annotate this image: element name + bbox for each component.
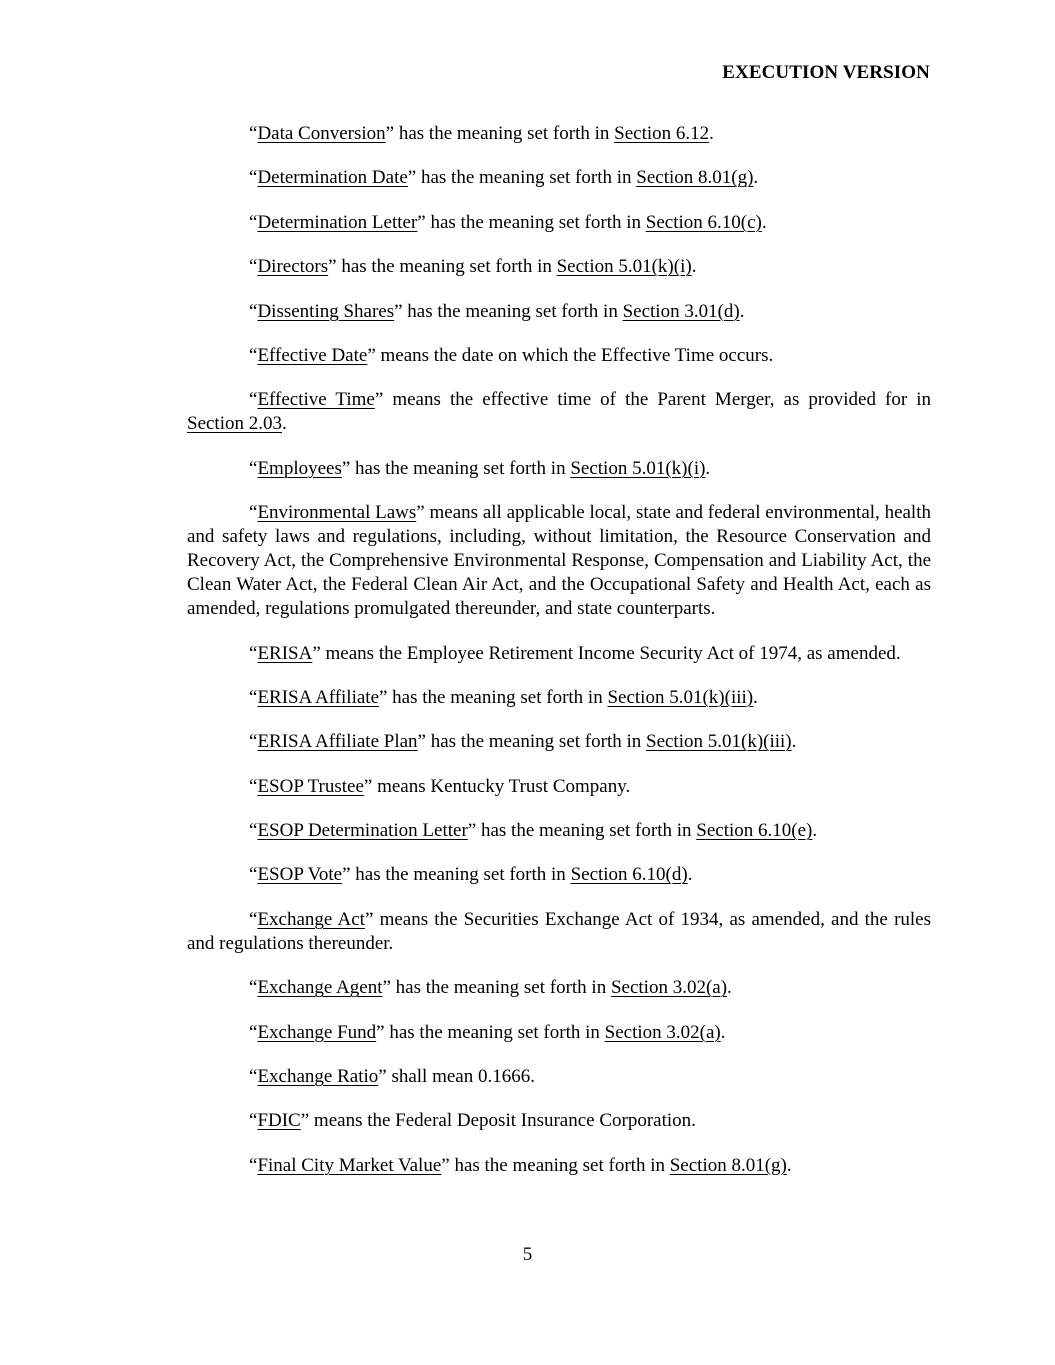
- definition-text: “: [249, 686, 258, 708]
- defined-term: ESOP Determination Letter: [257, 820, 468, 842]
- section-reference: Section 3.02(a): [610, 977, 728, 999]
- definition-text: .: [753, 686, 758, 708]
- defined-term: ESOP Trustee: [257, 775, 364, 797]
- section-reference: Section 6.10(d): [570, 864, 688, 886]
- definition-paragraph: [187, 908, 931, 956]
- definition-text: ” has the meaning set forth in: [441, 1154, 670, 1176]
- definition-text: “: [249, 256, 258, 278]
- definition-text: “: [249, 977, 258, 999]
- definition-text: ” has the meaning set forth in: [328, 256, 557, 278]
- definition-paragraph: [187, 819, 931, 843]
- definition-text: ” has the meaning set forth in: [407, 167, 637, 189]
- section-reference: Section 2.03: [187, 413, 282, 435]
- definition-text: ” means the Securities Exchange Act of 1934, as amended, and the rules and regulations thereunder.: [187, 908, 931, 954]
- defined-term: Effective Time: [257, 389, 375, 411]
- defined-term: Exchange Act: [257, 908, 365, 930]
- definition-text: “: [249, 642, 258, 664]
- defined-term: Data Conversion: [257, 123, 386, 144]
- definition-paragraph: [187, 211, 931, 235]
- defined-term: ESOP Vote: [257, 864, 343, 886]
- definition-paragraph: [187, 642, 931, 666]
- definition-text: ” has the meaning set forth in: [376, 1021, 605, 1043]
- definition-text: ” shall mean 0.1666.: [378, 1066, 535, 1088]
- definition-paragraph: [187, 388, 931, 436]
- definition-text: “: [249, 775, 258, 797]
- definition-text: ” has the meaning set forth in: [394, 300, 623, 322]
- definition-paragraph: [187, 775, 931, 799]
- definition-text: “: [249, 211, 258, 233]
- definition-text: ” means the date on which the Effective Time occurs.: [367, 344, 774, 366]
- definition-text: .: [753, 167, 759, 189]
- definition-paragraph: [187, 730, 931, 754]
- definition-text: .: [812, 820, 818, 842]
- section-reference: Section 8.01(g): [669, 1154, 787, 1176]
- defined-term: Exchange Ratio: [257, 1066, 379, 1088]
- definition-paragraph: [187, 501, 931, 621]
- defined-term: Directors: [257, 256, 329, 278]
- definition-text: “: [249, 820, 258, 842]
- definition-text: .: [705, 457, 711, 479]
- execution-version-header: EXECUTION VERSION: [722, 62, 930, 83]
- definition-text: ” means Kentucky Trust Company.: [363, 775, 631, 797]
- defined-term: Exchange Fund: [257, 1021, 377, 1043]
- definition-text: .: [727, 977, 732, 999]
- definition-text: “: [249, 123, 258, 144]
- definition-text: ” means the Employee Retirement Income Security Act of 1974, as amended.: [312, 642, 901, 664]
- defined-term: ERISA Affiliate: [257, 686, 379, 708]
- definition-text: ” has the meaning set forth in: [379, 686, 608, 708]
- definition-paragraph: [187, 1109, 931, 1133]
- defined-term: Employees: [257, 457, 342, 479]
- definition-paragraph: [187, 166, 931, 190]
- section-reference: Section 5.01(k)(i): [556, 256, 692, 278]
- definition-text: “: [249, 300, 258, 322]
- definition-text: ” has the meaning set forth in: [382, 977, 611, 999]
- definition-text: “: [249, 457, 258, 479]
- definition-text: ” means all applicable local, state and federal environmental, health and safety laws and regulations, including, without limitation, the Resource Conservation and Recovery Act, the Comprehensive Environmental Response, Compensation and Liability Act, the Clean Water Act, the Federal Clean Air Act, and the Occupational Safety and Health Act, each as amended, regulations promulgated thereunder, and state counterparts.: [187, 502, 931, 620]
- defined-term: Dissenting Shares: [257, 300, 395, 322]
- definition-text: “: [249, 864, 258, 886]
- defined-term: Final City Market Value: [257, 1154, 442, 1176]
- definition-text: ” has the meaning set forth in: [341, 457, 571, 479]
- defined-term: FDIC: [257, 1110, 301, 1132]
- definition-text: “: [249, 731, 258, 753]
- definition-text: ” has the meaning set forth in: [417, 211, 646, 233]
- definition-paragraph: [187, 1154, 931, 1178]
- definition-text: ” means the Federal Deposit Insurance Corporation.: [300, 1110, 696, 1132]
- definition-text: .: [720, 1021, 726, 1043]
- definition-paragraph: [187, 976, 931, 1000]
- definition-text: ” has the meaning set forth in: [467, 820, 697, 842]
- section-reference: Section 3.01(d): [622, 300, 740, 322]
- definition-text: .: [687, 864, 693, 886]
- definition-paragraph: [187, 457, 931, 481]
- definition-paragraph: [187, 122, 931, 146]
- definition-paragraph: [187, 255, 931, 279]
- definition-text: ” means the effective time of the Parent Merger, as provided for in: [374, 389, 932, 411]
- defined-term: Environmental Laws: [257, 502, 417, 524]
- section-reference: Section 8.01(g): [636, 167, 754, 189]
- definition-paragraph: [187, 344, 931, 368]
- definition-text: “: [249, 1110, 258, 1132]
- definition-text: ” has the meaning set forth in: [385, 123, 615, 144]
- definition-text: ” has the meaning set forth in: [342, 864, 571, 886]
- section-reference: Section 5.01(k)(iii): [607, 686, 754, 708]
- definition-text: .: [282, 413, 287, 435]
- definition-text: .: [791, 731, 797, 753]
- definition-text: “: [249, 1066, 258, 1088]
- definition-text: “: [249, 502, 258, 524]
- definition-text: ” has the meaning set forth in: [417, 731, 646, 753]
- definition-paragraph: [187, 863, 931, 887]
- defined-term: ERISA: [257, 642, 313, 664]
- section-reference: Section 3.02(a): [604, 1021, 721, 1043]
- definition-text: .: [761, 211, 767, 233]
- definition-text: “: [249, 908, 258, 930]
- definitions-list: [187, 122, 931, 1198]
- defined-term: Effective Date: [257, 344, 368, 366]
- definition-text: .: [709, 123, 714, 144]
- definition-text: “: [249, 344, 258, 366]
- definition-text: .: [691, 256, 697, 278]
- definition-text: “: [249, 389, 258, 411]
- defined-term: Determination Date: [257, 167, 408, 189]
- definition-text: .: [739, 300, 745, 322]
- section-reference: Section 6.10(e): [696, 820, 813, 842]
- defined-term: ERISA Affiliate Plan: [257, 731, 418, 753]
- section-reference: Section 6.12: [614, 123, 710, 144]
- definition-paragraph: [187, 686, 931, 710]
- definition-text: “: [249, 167, 258, 189]
- definition-text: .: [786, 1154, 792, 1176]
- section-reference: Section 5.01(k)(iii): [646, 731, 792, 753]
- defined-term: Exchange Agent: [257, 977, 383, 999]
- definition-paragraph: [187, 1021, 931, 1045]
- definition-paragraph: [187, 1065, 931, 1089]
- defined-term: Determination Letter: [257, 211, 418, 233]
- section-reference: Section 6.10(c): [645, 211, 762, 233]
- section-reference: Section 5.01(k)(i): [570, 457, 706, 479]
- definition-text: “: [249, 1021, 258, 1043]
- definition-paragraph: [187, 300, 931, 324]
- page-number: 5: [522, 1244, 533, 1265]
- definition-text: “: [249, 1154, 258, 1176]
